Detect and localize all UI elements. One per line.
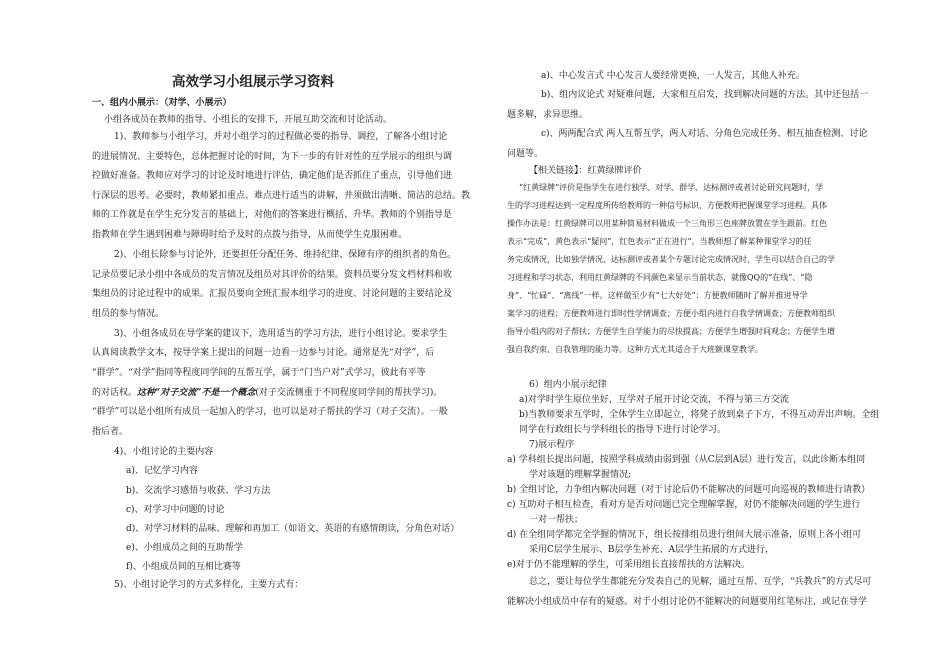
list-item: d) 在全组同学都完全学握的情况下，组长按排组员进行组间大展示准备，原则上各小组可 — [507, 530, 862, 540]
text-line: 指后者。 — [92, 427, 129, 437]
list-item: c)、对学习中问题的讨论 — [126, 505, 225, 515]
text-line: 组员的参与情况。 — [92, 309, 165, 319]
text-line: 题多解，求异思维。 — [507, 110, 589, 120]
list-item: c)、两两配合式 两人互帮互学，两人对话、分角色完成任务、相互抽查检测、讨论 — [541, 129, 868, 139]
text-line: 同学在行政组长与学科组长的指导下进行讨论学习。 — [519, 425, 727, 435]
list-item: b)、组内议论式 对疑难问题，大家相互启发，找到解决问题的方法。其中还包括一 — [541, 90, 869, 100]
text-line: 能解决小组成员中存有的疑惑。对于小组讨论仍不能解决的问题要用红笔标注，或记在导学 — [507, 597, 868, 607]
list-item: b) 全组讨论，力争组内解决问题（对于讨论后仍不能解决的问题可向巡视的教师进行请教） — [507, 485, 871, 495]
text-line: 认真阅读教学文本，按导学案上提出的问题一边看一边参与讨论。通常是先“对学”，后 — [92, 348, 435, 358]
page-title: 高效学习小组展示学习资料 — [172, 74, 334, 90]
text-line: 行深层的思考。必要时，教师紧扣重点、难点进行适当的讲解，并须做出清晰、简洁的总结。教 — [92, 191, 471, 201]
list-item: a)、记忆学习内容 — [126, 466, 198, 476]
text-line: 一对一帮扶； — [529, 515, 584, 525]
list-item: d)、对学习材料的品味、理解和再加工（如语文、英语的有感情朗读，分角色对话） — [126, 524, 460, 534]
text-line-with-emphasis: 的对话权。这种“对子交流”不是一个概念(对子交流侧重于不同程度同学间的帮扶学习)。 — [92, 388, 443, 398]
text-line: 习进程和学习状态，利用红黄绿牌的不同颜色来显示当前状态，就像QQ的“在线”、“隐 — [507, 273, 813, 282]
section-heading: 7)展示程序 — [529, 440, 575, 450]
text-line: 表示“完成”，黄色表示“疑问”，红色表示“正在进行”。当教师想了解某种课堂学习的任 — [507, 237, 812, 246]
text-line: 1)、教师参与小组学习，并对小组学习的过程做必要的指导、调控，了解各小组讨论 — [114, 132, 448, 142]
text-line: 务完成情况，比如独学情况、达标测评或者某个专题讨论完成情况时，学生可以结合自己的学 — [507, 255, 835, 264]
text-line: 2)、小组长除参与讨论外，还要担任分配任务、维持纪律、保障有序的组织者的角色。 — [114, 250, 457, 260]
text-line: 记录员要记录小组中各成员的发言情况及组员对其评价的结果。资料员要分发文档材料和收 — [92, 270, 453, 280]
list-heading: 4)、小组讨论的主要内容 — [114, 447, 214, 457]
text-line: 小组各成员在教师的指导、小组长的安排下，开展互助交流和讨论活动。 — [104, 115, 393, 125]
list-item: f)、小组成员间的互相比赛等 — [126, 562, 241, 572]
list-heading: 5)、小组讨论学习的方式多样化，主要方式有： — [114, 580, 304, 590]
text-line: 的进展情况、主要特色，总体把握讨论的时间，为下一步的有针对性的互学展示的组织与调 — [92, 152, 453, 162]
text-line: 指导小组内的对子帮扶；方便学生自学能力的尽快提高；方便学生增强时间观念；方便学生增 — [507, 327, 835, 336]
section-heading: 6）组内小展示纪律 — [529, 380, 607, 390]
text-line: 集组员的讨论过程中的成果。汇报员要向全班汇报本组学习的进度、讨论问题的主要结论及 — [92, 289, 453, 299]
text-line: “群学”可以是小组所有成员一起加入的学习，也可以是对子帮扶的学习（对子交流）。一般 — [92, 407, 448, 417]
text-line: 采用C层学生展示、B层学生补充、A层学生拓展的方式进行， — [529, 545, 775, 555]
section-heading: 一、组内小展示：（对学、小展示） — [92, 98, 232, 108]
text-line: 生的学习进程达到一定程度所传给教师的一种信号标识，方便教师把握课堂学习进程。具体 — [507, 201, 827, 210]
text-line: 操作办法是：红黄绿牌可以用某种简易材料做成一个三角形三色座牌放置在学生跟前。红色 — [507, 219, 827, 228]
text-line: 控做好准备。教师应对学习的讨论及时地进行评估，确定他们是否抓住了重点，引导他们进 — [92, 171, 453, 181]
text-line: “红黄绿牌”评价是指学生在进行独学、对学、群学、达标测评或者讨论研究问题时，学 — [519, 183, 824, 192]
text-line: 总之，要让每位学生都能充分发表自己的见解，通过互帮、互学，“兵教兵”的方式尽可 — [529, 577, 872, 587]
text-line: 学对该题的理解掌握情况; — [529, 470, 632, 480]
text-line: “群学”。“对学”指同等程度同学间的互帮互学，属于“门当户对”式学习，彼此有平等 — [92, 368, 426, 378]
text-line: 身”、“忙碌”、“离线”一样。这样做至少有“七大好处”：方便教师随时了解并推进导学 — [507, 291, 808, 300]
emphasis-text: 这种“对子交流”不是一个概念 — [137, 388, 256, 398]
text-line: a)对学时学生原位坐好，互学对子展开讨论交流，不得与第三方交流 — [519, 395, 789, 405]
list-item: a)、中心发言式 中心发言人要经常更换，一人发言，其他人补充。 — [541, 71, 805, 81]
text-line: 案学习的进程；方便教师进行即时性学情调查；方便小组内进行自我学情调查；方便教师组织 — [507, 309, 835, 318]
text-line: b)当教师要求互学时，全体学生立即起立，将凳子放到桌子下方，不得互动弄出声响。全组 — [519, 410, 880, 420]
text-line: 3)、小组各成员在导学案的建议下，选用适当的学习方法，进行小组讨论。要求学生 — [114, 329, 448, 339]
text-line: 师的工作就是在学生充分发言的基础上，对他们的答案进行概括、升华。教师的个别指导是 — [92, 210, 453, 220]
list-item: b)、交流学习感悟与收获、学习方法 — [126, 486, 271, 496]
related-link-heading: 【相关链接】：红黄绿牌评价 — [529, 166, 642, 176]
list-item: e)对于仍不能理解的学生，可采用组长直接帮扶的方法解决。 — [507, 560, 750, 570]
text-line: 问题等。 — [507, 149, 544, 159]
list-item: c) 互助对子相互检查，看对方是否对问题已完全理解掌握，对仍不能解决问题的学生进行 — [507, 500, 861, 510]
list-item: e)、小组成员之间的互助帮学 — [126, 543, 243, 553]
text-line: 指教师在学生遇到困难与障碍时给予及时的点拨与指导，从而使学生克服困难。 — [92, 230, 408, 240]
text-line: 强自我约束、自我管理的能力等。这种方式尤其适合于大班额课堂教学。 — [507, 345, 763, 354]
list-item: a) 学科组长提出问题，按照学科成绩由弱到强（从C层到A层）进行发言，以此诊断本组同 — [507, 455, 866, 465]
